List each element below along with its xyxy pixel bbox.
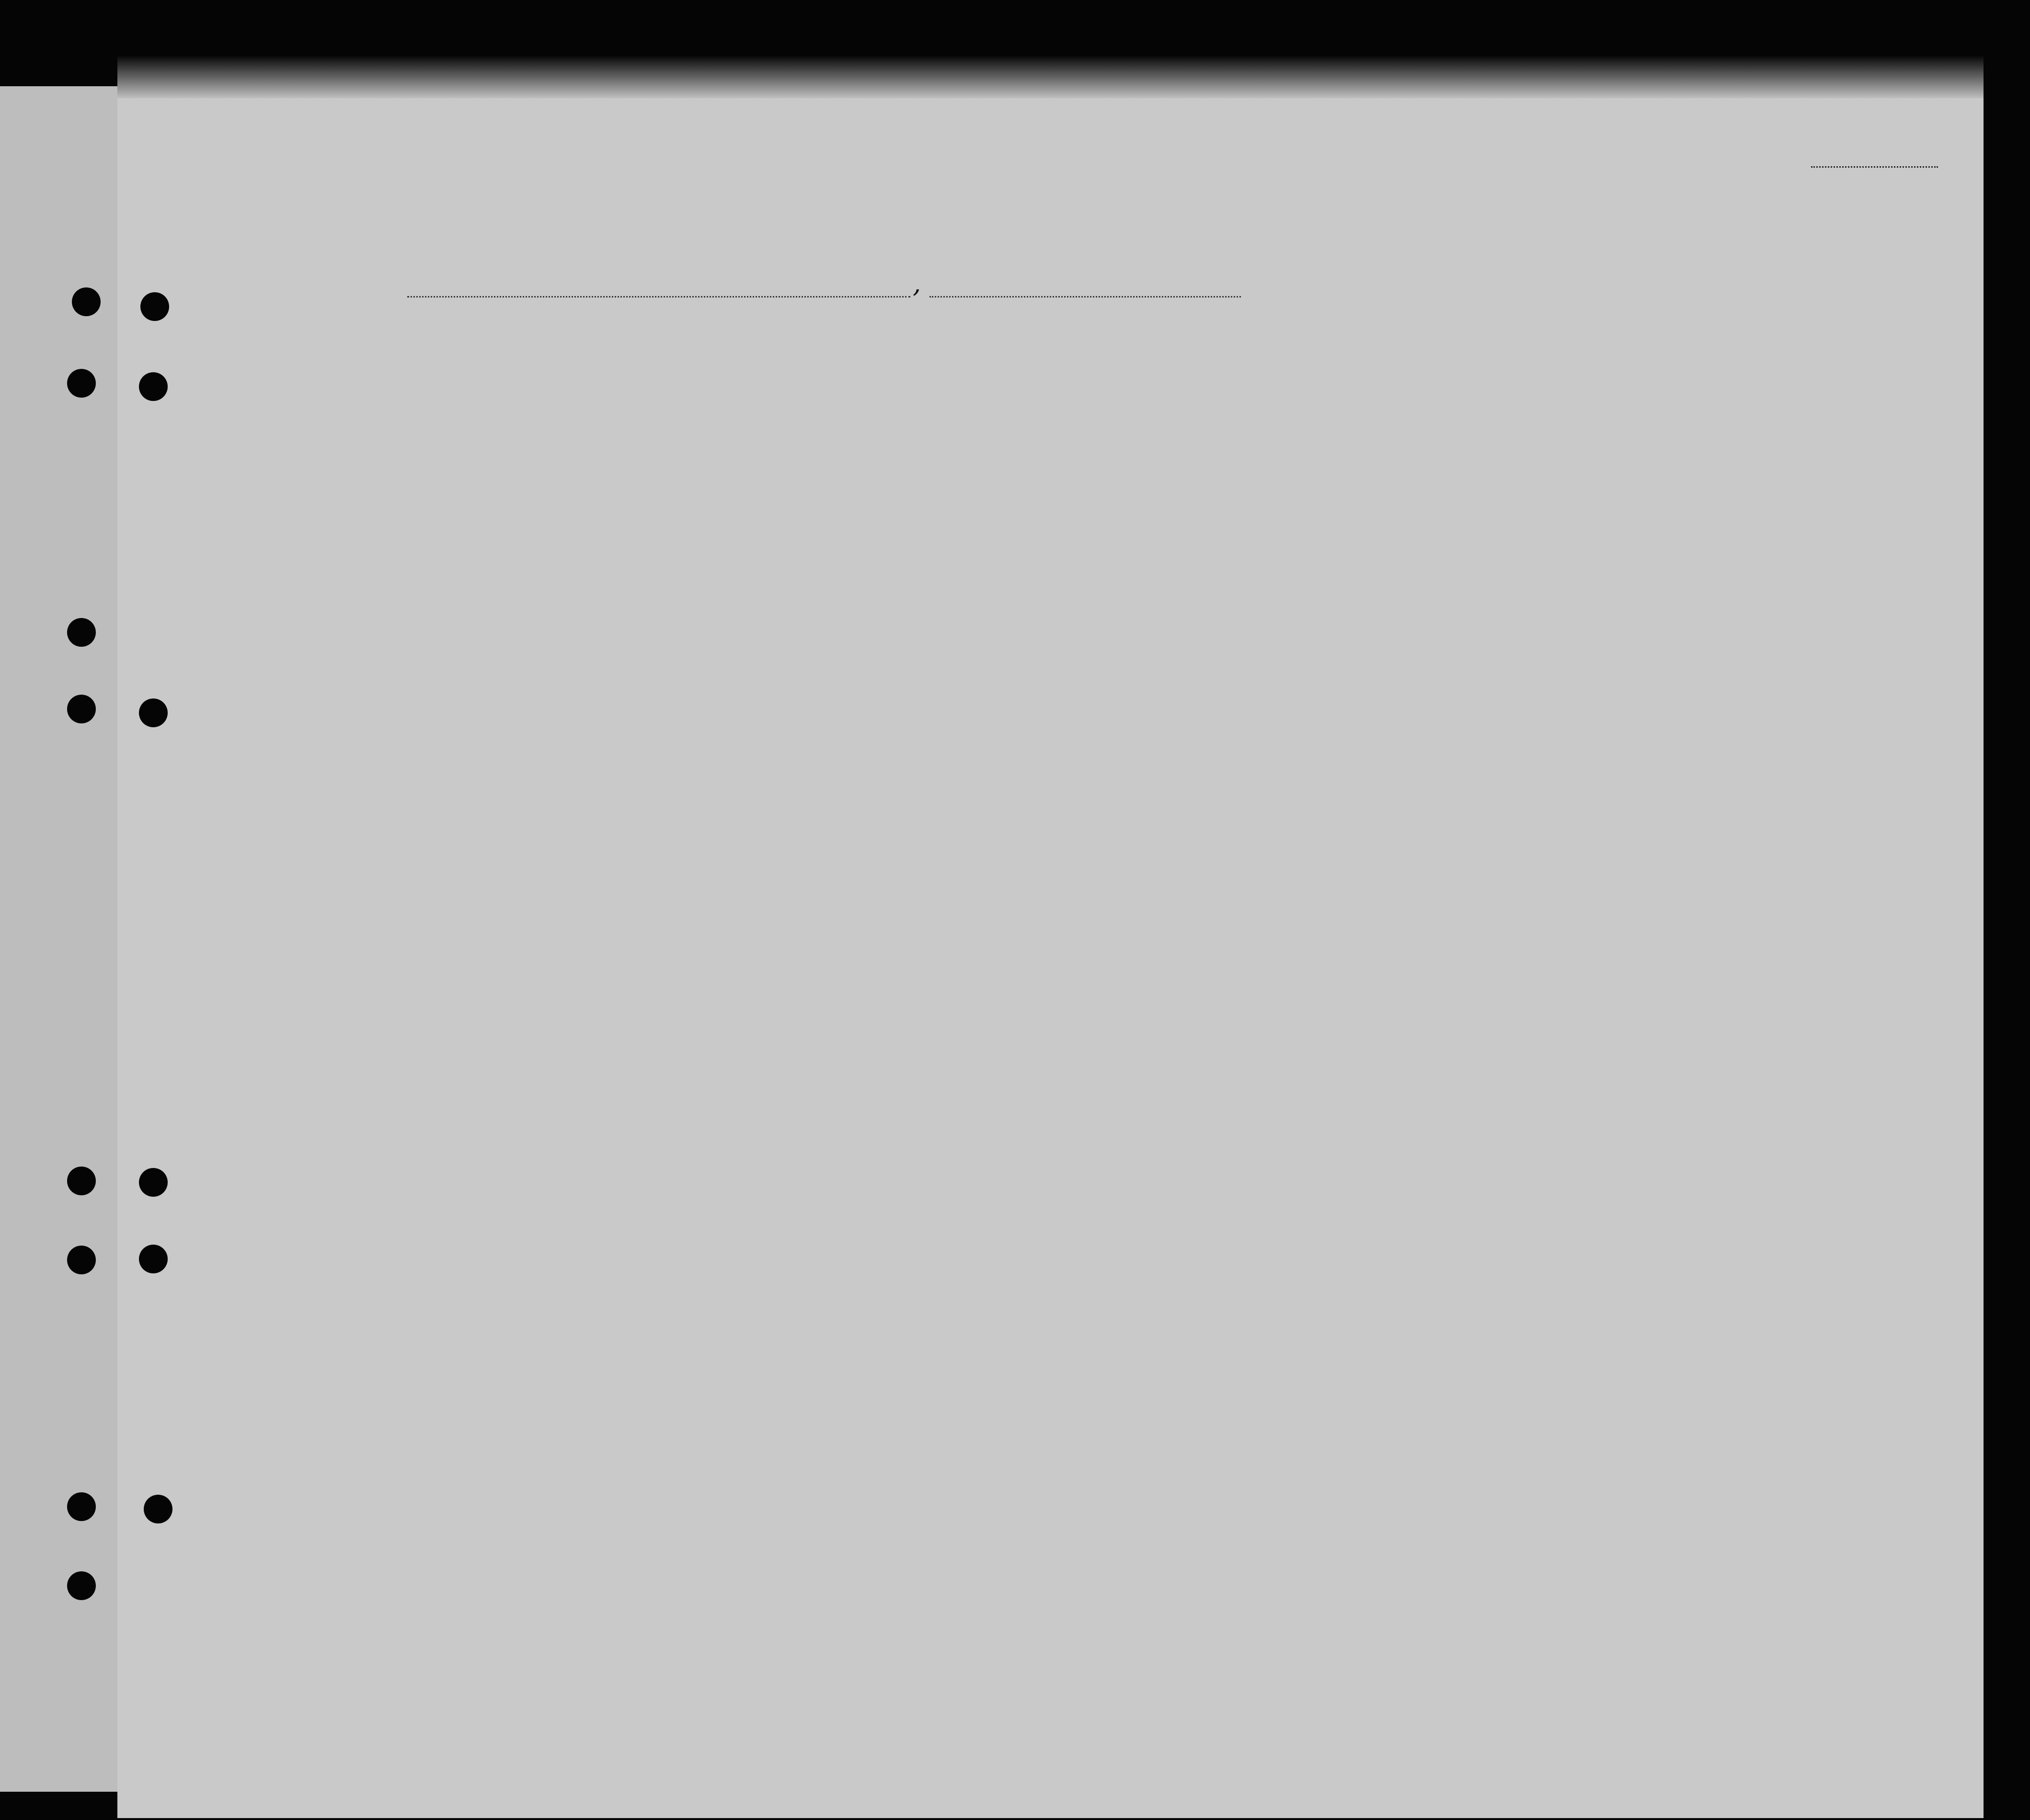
punch-hole bbox=[67, 1246, 96, 1274]
date-line bbox=[929, 296, 1241, 298]
punch-hole bbox=[139, 1245, 168, 1273]
punch-hole bbox=[67, 1571, 96, 1600]
comma-mark: , bbox=[913, 268, 921, 298]
port-line bbox=[407, 296, 910, 298]
punch-hole bbox=[72, 287, 101, 316]
punch-hole bbox=[67, 1167, 96, 1195]
punch-hole bbox=[67, 369, 96, 398]
punch-hole bbox=[140, 292, 169, 321]
punch-hole bbox=[67, 1492, 96, 1521]
list-number-line bbox=[1811, 166, 1938, 168]
punch-hole bbox=[144, 1495, 172, 1523]
punch-hole bbox=[139, 372, 168, 401]
punch-hole bbox=[139, 698, 168, 727]
punch-hole bbox=[67, 695, 96, 723]
punch-hole bbox=[139, 1168, 168, 1197]
punch-hole bbox=[67, 618, 96, 647]
